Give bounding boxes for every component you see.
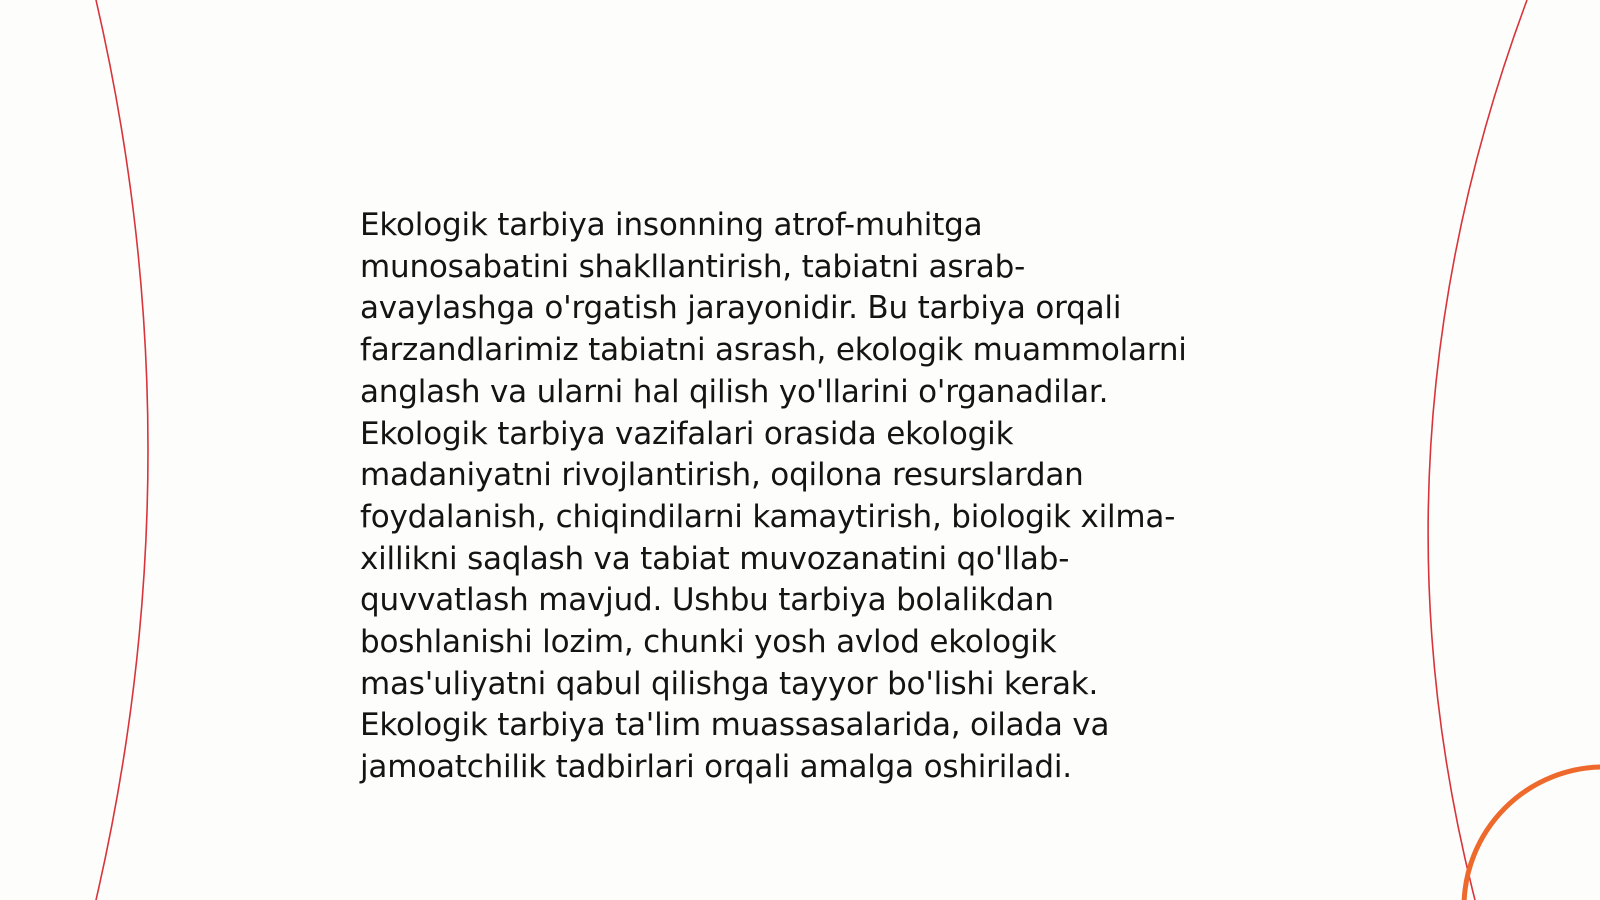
left-arc-line	[96, 0, 148, 900]
body-paragraph: Ekologik tarbiya insonning atrof-muhitga munosabatini shakllantirish, tabiatni asrab- avaylashga o'rgatish jarayonidir. Bu tarbiya orqali farzandlarimiz tabiatni asrash, ekologik muammolarni anglash va ularni hal qilish yo'llarini o'rganadilar. Ekologik tarbiya vazifalari orasida ekologik madaniyatni rivojlantirish, oqilona resurslardan foydalanish, chiqindilarni kamaytirish, biologik xilma- xillikni saqlash va tabiat muvozanatini qo'llab- quvvatlash mavjud. Ushbu tarbiya bolalikdan boshlanishi lozim, chunki yosh avlod ekologik mas'uliyatni qabul qilishga tayyor bo'lishi kerak. Ekologik tarbiya ta'lim muassasalarida, oilada va jamoatchilik tadbirlari orqali amalga oshiriladi.	[360, 207, 1187, 786]
right-arc-line	[1428, 0, 1527, 900]
orange-circle	[1464, 767, 1600, 900]
